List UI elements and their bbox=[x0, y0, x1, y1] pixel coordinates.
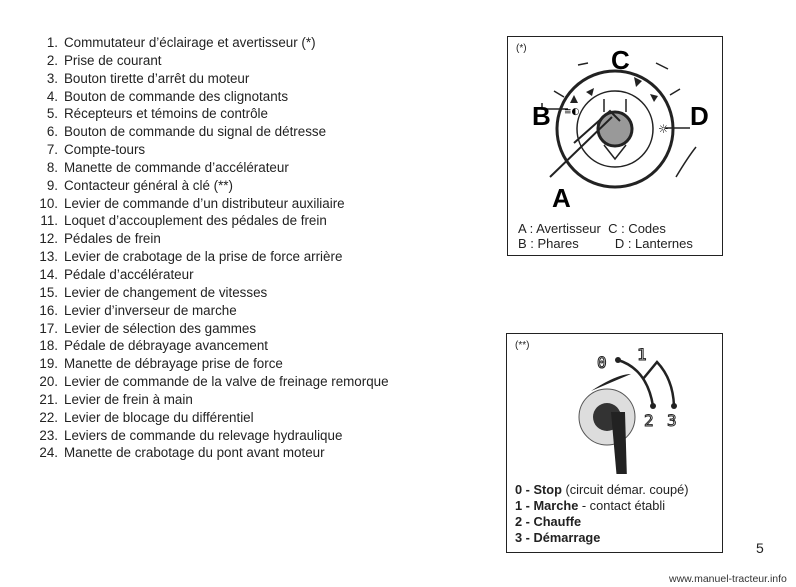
item-number: 8. bbox=[46, 159, 58, 175]
list-item bbox=[20, 123, 389, 141]
key-position-row bbox=[515, 482, 689, 497]
item-number: 3. bbox=[46, 70, 58, 86]
list-item bbox=[20, 355, 389, 373]
item-number: 9. bbox=[46, 177, 58, 193]
item-label: Levier de commande de la valve de freinage remorque bbox=[64, 374, 389, 390]
item-label: Bouton de commande des clignotants bbox=[64, 88, 289, 104]
list-item bbox=[20, 230, 389, 248]
list-item bbox=[20, 141, 389, 159]
list-item bbox=[20, 212, 389, 230]
item-number: 2. bbox=[46, 52, 58, 68]
item-label: Pédales de frein bbox=[64, 231, 161, 247]
key-switch-icon bbox=[507, 334, 721, 474]
key-position-number: 0 - bbox=[515, 482, 530, 497]
key-position-number: 3 - bbox=[515, 530, 530, 545]
item-number: 21. bbox=[39, 391, 58, 407]
position-3: 3 bbox=[667, 411, 677, 430]
item-label: Levier de changement de vitesses bbox=[64, 284, 268, 300]
item-label: Levier d’inverseur de marche bbox=[64, 302, 237, 318]
list-item bbox=[20, 337, 389, 355]
light-switch-figure bbox=[507, 36, 723, 256]
item-number: 1. bbox=[46, 35, 58, 50]
key-position-desc: - contact établi bbox=[578, 498, 666, 513]
item-number: 17. bbox=[39, 320, 58, 336]
figure-mark: (**) bbox=[515, 340, 530, 351]
list-item bbox=[20, 34, 389, 52]
item-number: 23. bbox=[39, 427, 58, 443]
key-switch-figure bbox=[506, 333, 723, 553]
light-switch-dial-icon bbox=[508, 37, 722, 217]
key-position-row bbox=[515, 530, 600, 545]
item-label: Contacteur général à clé (**) bbox=[64, 177, 233, 193]
item-label: Pédale d’accélérateur bbox=[64, 266, 194, 282]
letter-c: C bbox=[611, 45, 630, 75]
key-position-desc: (circuit démar. coupé) bbox=[561, 482, 689, 497]
svg-text:☼: ☼ bbox=[658, 122, 669, 136]
page-number: 5 bbox=[756, 540, 764, 556]
item-label: Récepteurs et témoins de contrôle bbox=[64, 106, 268, 122]
item-label: Manette de crabotage du pont avant moteur bbox=[64, 445, 325, 461]
item-number: 24. bbox=[39, 445, 58, 461]
list-item bbox=[20, 302, 389, 320]
item-label: Commutateur d’éclairage et avertisseur (*) bbox=[64, 35, 316, 50]
key-position-number: 1 - bbox=[515, 498, 530, 513]
controls-list bbox=[20, 34, 389, 462]
watermark-url: www.manuel-tracteur.info bbox=[669, 573, 787, 585]
item-label: Levier de blocage du différentiel bbox=[64, 409, 254, 425]
letter-b: B bbox=[532, 101, 551, 131]
key-position-label: Marche bbox=[533, 498, 579, 513]
list-item bbox=[20, 409, 389, 427]
legend-line-1: A : Avertisseur C : Codes bbox=[518, 221, 666, 236]
item-label: Levier de commande d’un distributeur auxiliaire bbox=[64, 195, 345, 211]
item-label: Manette de commande d’accélérateur bbox=[64, 159, 289, 175]
svg-text:≡◐: ≡◐ bbox=[564, 107, 580, 117]
list-item bbox=[20, 427, 389, 445]
item-number: 12. bbox=[39, 231, 58, 247]
legend-line-2: B : Phares D : Lanternes bbox=[518, 236, 693, 251]
key-position-row bbox=[515, 514, 581, 529]
item-number: 5. bbox=[46, 106, 58, 122]
item-label: Compte-tours bbox=[64, 142, 146, 158]
item-number: 14. bbox=[39, 266, 58, 282]
list-item bbox=[20, 391, 389, 409]
position-0: 0 bbox=[597, 353, 607, 372]
position-2: 2 bbox=[644, 411, 654, 430]
list-item bbox=[20, 195, 389, 213]
item-number: 6. bbox=[46, 124, 58, 140]
list-item bbox=[20, 320, 389, 338]
list-item bbox=[20, 159, 389, 177]
item-label: Bouton de commande du signal de détresse bbox=[64, 124, 327, 140]
figure-mark: (*) bbox=[516, 43, 527, 54]
list-item bbox=[20, 248, 389, 266]
item-number: 19. bbox=[39, 356, 58, 372]
item-label: Leviers de commande du relevage hydraulique bbox=[64, 427, 343, 443]
item-number: 13. bbox=[39, 249, 58, 265]
list-item bbox=[20, 284, 389, 302]
letter-d: D bbox=[690, 101, 709, 131]
list-item bbox=[20, 52, 389, 70]
list-item bbox=[20, 444, 389, 462]
key-position-number: 2 - bbox=[515, 514, 530, 529]
key-position-label: Stop bbox=[533, 482, 562, 497]
item-number: 10. bbox=[39, 195, 58, 211]
item-number: 22. bbox=[39, 409, 58, 425]
list-item bbox=[20, 88, 389, 106]
key-position-row bbox=[515, 498, 665, 513]
item-number: 7. bbox=[46, 142, 58, 158]
list-item bbox=[20, 266, 389, 284]
key-position-label: Chauffe bbox=[533, 514, 582, 529]
item-number: 11. bbox=[40, 213, 58, 229]
item-label: Levier de frein à main bbox=[64, 391, 193, 407]
list-item bbox=[20, 70, 389, 88]
item-label: Bouton tirette d’arrêt du moteur bbox=[64, 70, 250, 86]
item-label: Loquet d’accouplement des pédales de frein bbox=[64, 213, 327, 229]
item-number: 15. bbox=[39, 284, 58, 300]
list-item bbox=[20, 177, 389, 195]
item-label: Levier de sélection des gammes bbox=[64, 320, 257, 336]
item-number: 4. bbox=[46, 88, 58, 104]
item-label: Pédale de débrayage avancement bbox=[64, 338, 268, 354]
list-item bbox=[20, 105, 389, 123]
item-label: Manette de débrayage prise de force bbox=[64, 356, 283, 372]
item-label: Levier de crabotage de la prise de force arrière bbox=[64, 249, 343, 265]
item-number: 20. bbox=[39, 374, 58, 390]
list-item bbox=[20, 373, 389, 391]
position-1: 1 bbox=[637, 345, 647, 364]
item-label: Prise de courant bbox=[64, 52, 162, 68]
item-number: 18. bbox=[39, 338, 58, 354]
item-number: 16. bbox=[39, 302, 58, 318]
key-position-label: Démarrage bbox=[533, 530, 601, 545]
letter-a: A bbox=[552, 183, 571, 213]
